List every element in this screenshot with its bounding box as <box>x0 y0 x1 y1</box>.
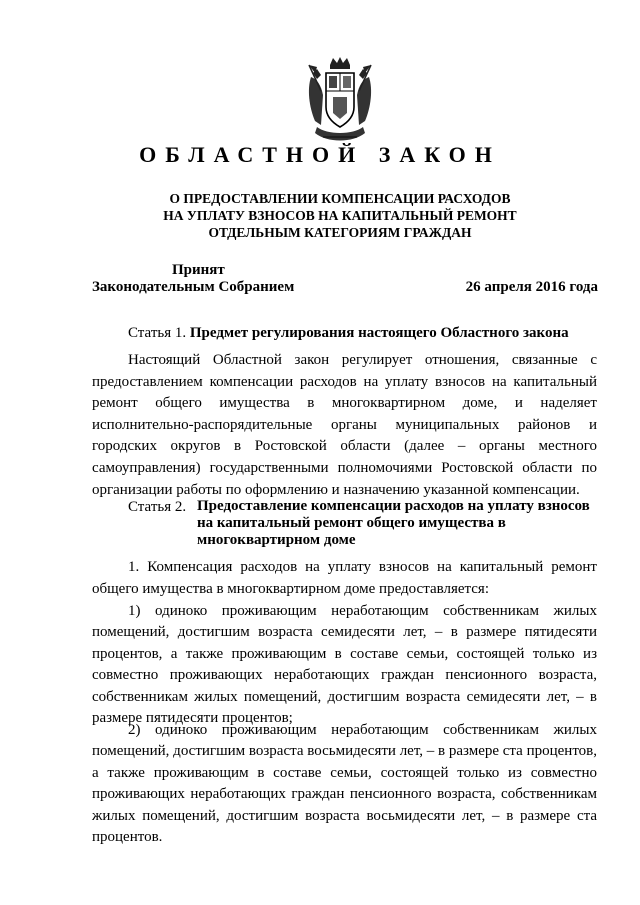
article-2-clause-1: 1) одиноко проживающим неработающим собственникам жилых помещений, достигшим возраста семидесяти лет, – в размере пятидесяти процентов, а также проживающим в составе семьи, состоящей только из совместно проживающих неработающих граждан пенсионного возраста, собственникам жилых помещений, достигшим возраста семидесяти лет, – в размере пятидесяти процентов; <box>92 603 597 727</box>
article-name: Предмет регулирования настоящего Областного закона <box>189 325 569 341</box>
article-name-line: Предоставление компенсации расходов на уплату взносов <box>197 498 590 514</box>
article-number: Статья 1. <box>128 325 187 341</box>
article-1-heading <box>128 324 569 342</box>
law-title-line: О ПРЕДОСТАВЛЕНИИ КОМПЕНСАЦИИ РАСХОДОВ <box>169 191 511 206</box>
document-type-heading: ОБЛАСТНОЙ ЗАКОН <box>139 142 501 167</box>
adoption-label: Принят <box>172 262 225 278</box>
article-number: Статья 2. <box>128 499 187 515</box>
law-title-line: НА УПЛАТУ ВЗНОСОВ НА КАПИТАЛЬНЫЙ РЕМОНТ <box>163 208 517 223</box>
article-2-paragraph: 1. Компенсация расходов на уплату взносов на капитальный ремонт общего имущества в многоквартирном доме предоставляется: <box>92 559 597 597</box>
law-title-line: ОТДЕЛЬНЫМ КАТЕГОРИЯМ ГРАЖДАН <box>208 225 472 240</box>
adoption-date: 26 апреля 2016 года <box>465 279 598 295</box>
article-name-line: на капитальный ремонт общего имущества в <box>197 515 506 531</box>
article-name-line: многоквартирном доме <box>197 532 356 548</box>
article-2-heading <box>128 498 608 549</box>
adopting-body: Законодательным Собранием <box>92 279 295 295</box>
article-1-paragraph: Настоящий Областной закон регулирует отношения, связанные с предоставлением компенсации расходов на уплату взносов на капитальный ремонт общего имущества в многоквартирном доме, и наделяет исполнительно-распорядительные органы муниципальных районов и городских округов в Ростовской области (далее – органы местного самоуправления) государственными полномочиями Ростовской области по организации работы по оформлению и назначению указанной компенсации. <box>92 352 597 498</box>
law-title <box>90 190 590 241</box>
coat-of-arms-icon <box>303 55 377 147</box>
article-2-clause-2: 2) одиноко проживающим неработающим собственникам жилых помещений, достигшим возраста восьмидесяти лет, – в размере ста процентов, а также проживающим в составе семьи, состоящей только из совместно проживающих неработающих граждан пенсионного возраста, собственникам жилых помещений, достигшим возраста восьмидесяти лет, – в размере ста процентов. <box>92 722 598 846</box>
